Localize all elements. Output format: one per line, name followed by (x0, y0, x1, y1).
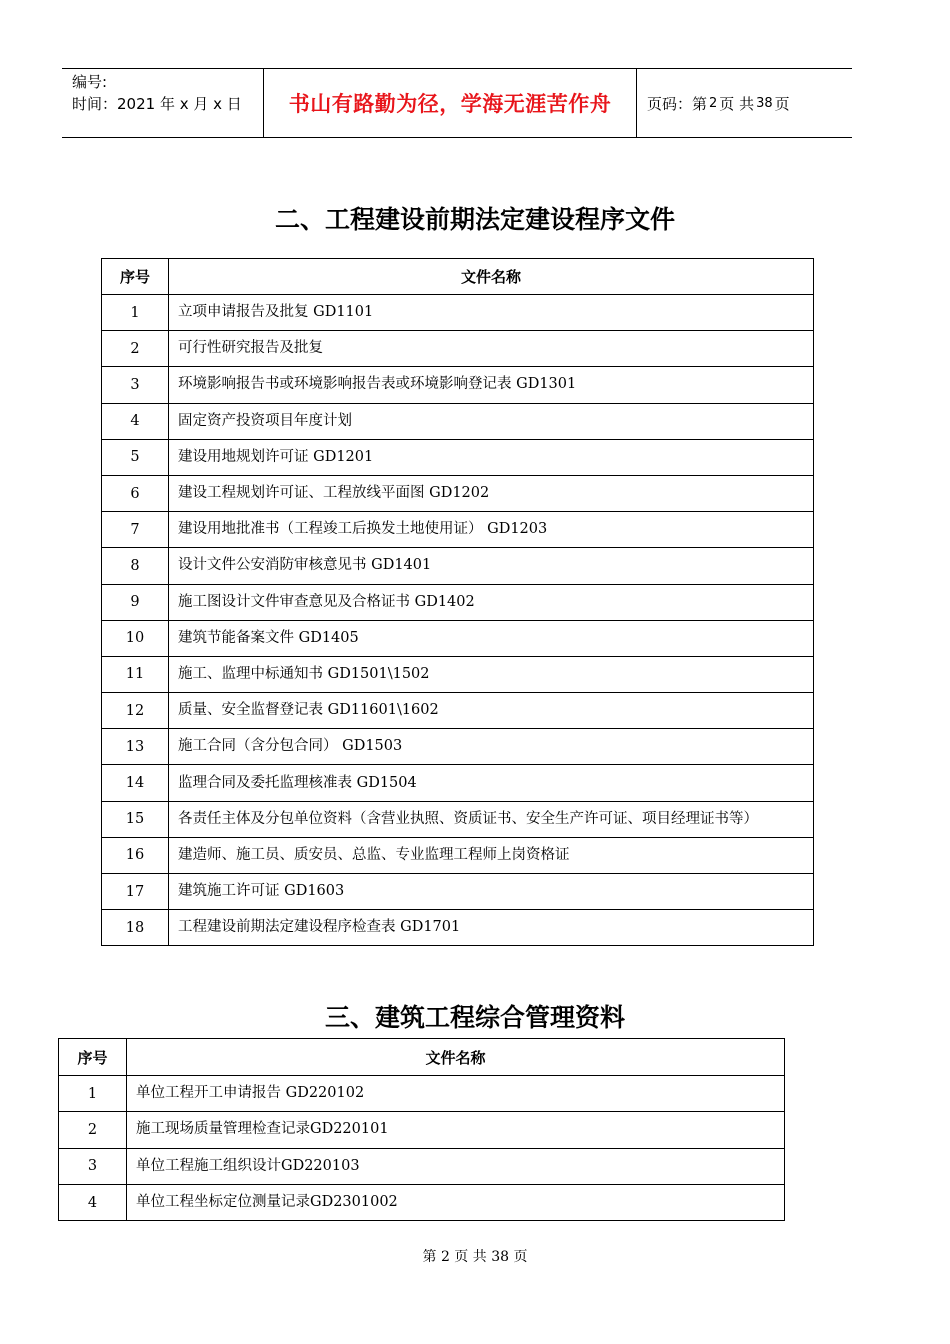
row-file-name: 施工、监理中标通知书 GD1501\1502 (169, 656, 814, 692)
row-index: 1 (59, 1076, 127, 1112)
table-row (102, 729, 814, 765)
row-file-name: 建筑施工许可证 GD1603 (169, 874, 814, 910)
table-header-row (59, 1039, 785, 1076)
header-page-info (637, 69, 852, 137)
row-file-name: 施工图设计文件审查意见及合格证书 GD1402 (169, 584, 814, 620)
table-row (102, 910, 814, 946)
row-index: 6 (102, 475, 169, 511)
page-header (62, 68, 852, 138)
row-index: 4 (102, 403, 169, 439)
row-index: 7 (102, 512, 169, 548)
header-time-label: 时间：2021 年 x 月 x 日 (72, 95, 242, 113)
row-file-name: 施工现场质量管理检查记录GD220101 (127, 1112, 785, 1148)
table-header-row (102, 259, 814, 295)
section2-title: 二、工程建设前期法定建设程序文件 (274, 205, 675, 234)
row-file-name: 设计文件公安消防审核意见书 GD1401 (169, 548, 814, 584)
table-row (102, 765, 814, 801)
row-index: 10 (102, 620, 169, 656)
row-index: 2 (59, 1112, 127, 1148)
table-row (102, 584, 814, 620)
row-index: 3 (102, 367, 169, 403)
row-index: 16 (102, 837, 169, 873)
header-page-prefix: 页码：第 (647, 94, 708, 113)
col-name-header: 文件名称 (127, 1039, 785, 1076)
table-row (59, 1076, 785, 1112)
row-index: 1 (102, 295, 169, 331)
row-index: 5 (102, 439, 169, 475)
row-index: 17 (102, 874, 169, 910)
table-row (102, 439, 814, 475)
row-file-name: 单位工程坐标定位测量记录GD2301002 (127, 1184, 785, 1220)
page-footer: 第 2 页 共 38 页 (422, 1249, 528, 1265)
table-row (102, 874, 814, 910)
header-meta (62, 69, 264, 137)
header-page-total: 38 (756, 95, 773, 111)
col-index-header: 序号 (102, 259, 169, 295)
table-row (102, 512, 814, 548)
row-index: 11 (102, 656, 169, 692)
header-code-label: 编号: (72, 73, 108, 91)
table-row (102, 656, 814, 692)
table-row (102, 693, 814, 729)
row-index: 13 (102, 729, 169, 765)
table-row (59, 1184, 785, 1220)
table-row (102, 620, 814, 656)
col-index-header: 序号 (59, 1039, 127, 1076)
table-row (102, 331, 814, 367)
section2-table (101, 258, 814, 946)
table-row (102, 367, 814, 403)
row-file-name: 单位工程施工组织设计GD220103 (127, 1148, 785, 1184)
row-file-name: 各责任主体及分包单位资料（含营业执照、资质证书、安全生产许可证、项目经理证书等） (169, 801, 814, 837)
table-row (102, 837, 814, 873)
row-index: 8 (102, 548, 169, 584)
section3-title: 三、建筑工程综合管理资料 (324, 1003, 625, 1032)
row-file-name: 施工合同（含分包合同） GD1503 (169, 729, 814, 765)
row-index: 3 (59, 1148, 127, 1184)
row-file-name: 单位工程开工申请报告 GD220102 (127, 1076, 785, 1112)
row-index: 14 (102, 765, 169, 801)
col-name-header: 文件名称 (169, 259, 814, 295)
row-file-name: 建造师、施工员、质安员、总监、专业监理工程师上岗资格证 (169, 837, 814, 873)
row-file-name: 建设用地批准书（工程竣工后换发土地使用证） GD1203 (169, 512, 814, 548)
table-row (102, 403, 814, 439)
table-row (102, 801, 814, 837)
table-row (102, 295, 814, 331)
row-index: 18 (102, 910, 169, 946)
row-file-name: 建筑节能备案文件 GD1405 (169, 620, 814, 656)
row-file-name: 工程建设前期法定建设程序检查表 GD1701 (169, 910, 814, 946)
table-row (59, 1148, 785, 1184)
table-row (102, 548, 814, 584)
row-index: 4 (59, 1184, 127, 1220)
row-file-name: 环境影响报告书或环境影响报告表或环境影响登记表 GD1301 (169, 367, 814, 403)
row-file-name: 立项申请报告及批复 GD1101 (169, 295, 814, 331)
header-page-suffix: 页 (774, 94, 790, 113)
row-file-name: 建设用地规划许可证 GD1201 (169, 439, 814, 475)
row-file-name: 建设工程规划许可证、工程放线平面图 GD1202 (169, 475, 814, 511)
row-file-name: 固定资产投资项目年度计划 (169, 403, 814, 439)
row-file-name: 质量、安全监督登记表 GD11601\1602 (169, 693, 814, 729)
row-index: 2 (102, 331, 169, 367)
row-file-name: 监理合同及委托监理核准表 GD1504 (169, 765, 814, 801)
row-file-name: 可行性研究报告及批复 (169, 331, 814, 367)
row-index: 12 (102, 693, 169, 729)
header-page-number: 2 (709, 95, 718, 111)
table-row (59, 1112, 785, 1148)
header-motto: 书山有路勤为径，学海无涯苦作舟 (264, 69, 637, 137)
section3-table (58, 1038, 785, 1221)
table-row (102, 475, 814, 511)
row-index: 9 (102, 584, 169, 620)
header-page-mid: 页 共 (719, 94, 755, 113)
row-index: 15 (102, 801, 169, 837)
